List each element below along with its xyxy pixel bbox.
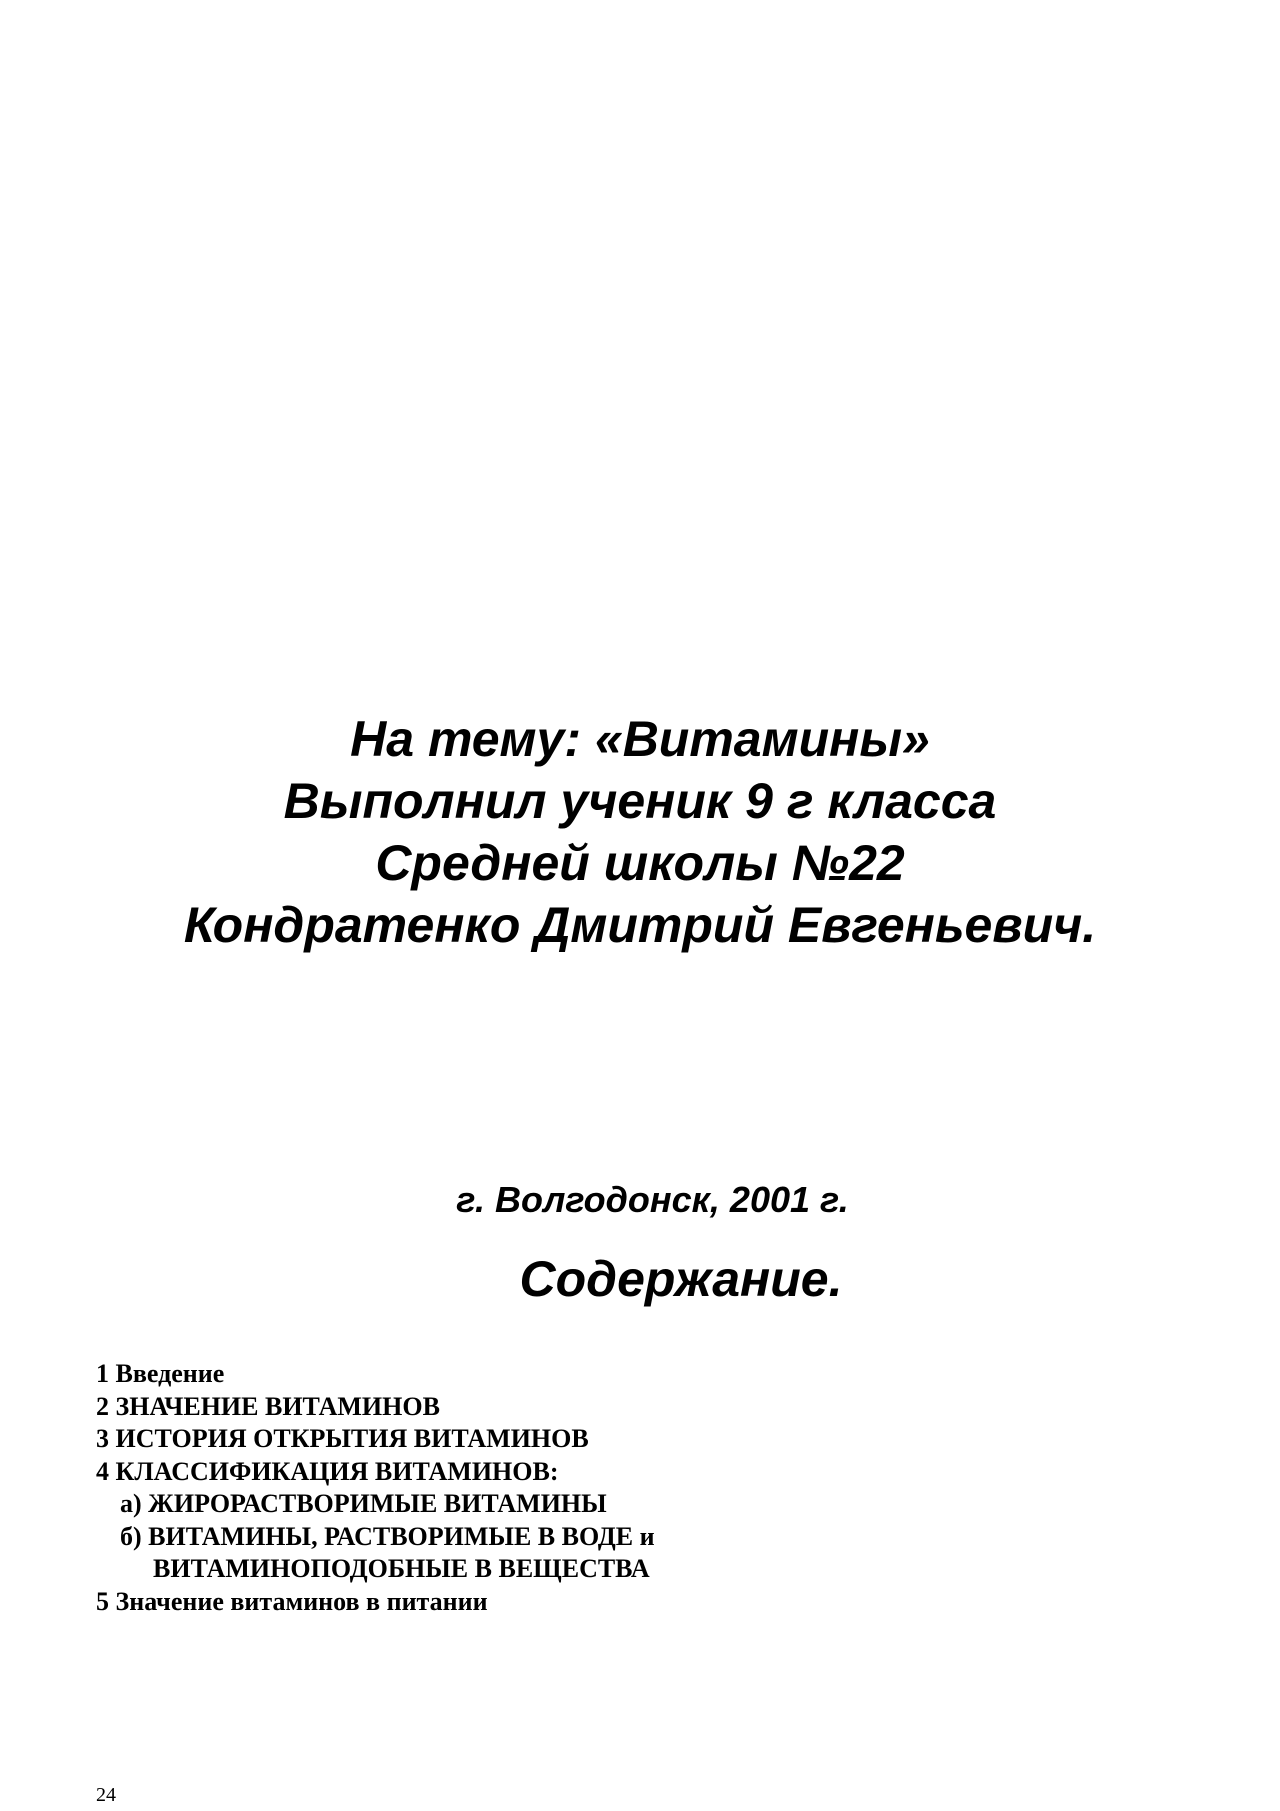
author-name-line: Кондратенко Дмитрий Евгеньевич.: [183, 897, 1097, 953]
toc-subitem-continuation: ВИТАМИНОПОДОБНЫЕ В ВЕЩЕСТВА: [153, 1554, 650, 1583]
toc-item: 1 Введение: [96, 1359, 225, 1388]
city-year: г. Волгодонск, 2001 г.: [456, 1179, 849, 1220]
toc-subitem: б) ВИТАМИНЫ, РАСТВОРИМЫЕ В ВОДЕ и: [120, 1521, 655, 1551]
toc-item: 4 КЛАССИФИКАЦИЯ ВИТАМИНОВ:: [96, 1456, 559, 1486]
toc-item: 2 ЗНАЧЕНИЕ ВИТАМИНОВ: [96, 1391, 440, 1421]
contents-heading: Содержание.: [519, 1251, 843, 1307]
page-number: 24: [96, 1784, 116, 1806]
title-block: [0, 708, 1280, 956]
toc-item: 5 Значение витаминов в питании: [96, 1586, 488, 1616]
toc-subitem: а) ЖИРОРАСТВОРИМЫЕ ВИТАМИНЫ: [120, 1489, 607, 1518]
author-line: Выполнил ученик 9 г класса: [283, 773, 997, 829]
school-line: Средней школы №22: [375, 835, 905, 891]
toc-item: 3 ИСТОРИЯ ОТКРЫТИЯ ВИТАМИНОВ: [96, 1424, 589, 1453]
table-of-contents: [96, 1358, 655, 1618]
topic-line: На тему: «Витамины»: [350, 711, 930, 767]
